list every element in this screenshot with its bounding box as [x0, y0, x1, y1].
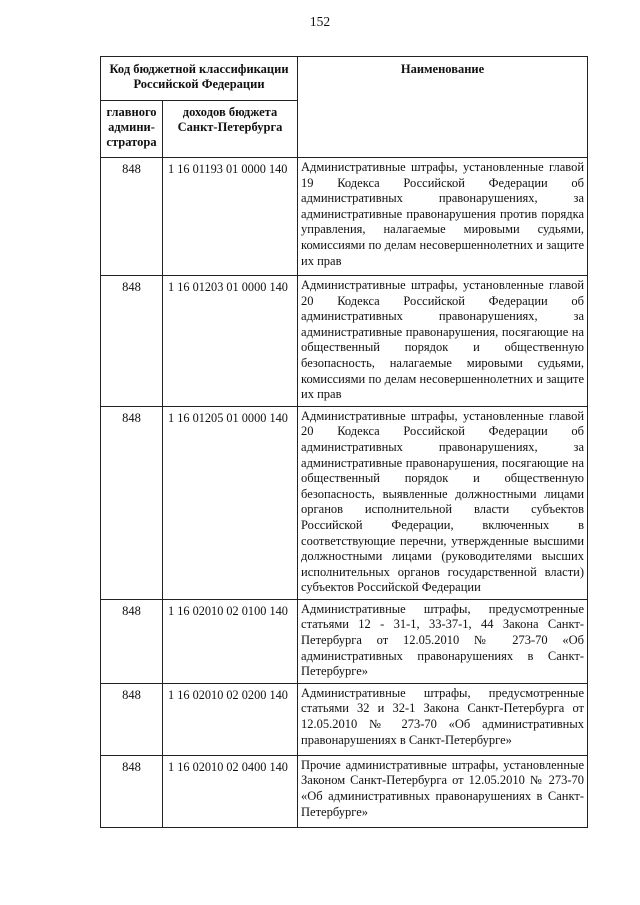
table-row	[101, 683, 588, 755]
row-name: Административные штрафы, установленные главой 20 Кодекса Российской Федерации об административных правонарушениях, за административные правонарушения, посягающие на общественный порядок и общественную безопасность, выявленные должностными лицами органов исполнительной власти субъектов Российской Федерации, включенных в соответствующие перечни, утвержденные высшими должностными лицами (руководителями высших исполнительных органов государственной власти) субъектов Российской Федерации	[298, 406, 588, 599]
row-income-code: 1 16 01203 01 0000 140	[163, 276, 298, 407]
row-name: Прочие административные штрафы, установленные Законом Санкт-Петербурга от 12.05.2010 № 273-70 «Об административных правонарушениях в Санкт-Петербурге»	[298, 755, 588, 827]
budget-classification-table	[100, 56, 588, 828]
row-admin-code: 848	[101, 406, 163, 599]
row-admin-code: 848	[101, 683, 163, 755]
table-row	[101, 406, 588, 599]
table-row	[101, 755, 588, 827]
header-admin: главного админи-стратора	[101, 101, 163, 158]
header-name: Наименование	[298, 57, 588, 158]
row-admin-code: 848	[101, 276, 163, 407]
row-income-code: 1 16 02010 02 0400 140	[163, 755, 298, 827]
row-name: Административные штрафы, установленные главой 19 Кодекса Российской Федерации об административных правонарушениях, за административные правонарушения против порядка управления, налагаемые мировыми судьями, комиссиями по делам несовершеннолетних и защите их прав	[298, 158, 588, 276]
row-admin-code: 848	[101, 599, 163, 683]
page-number: 152	[309, 14, 331, 29]
table-row	[101, 599, 588, 683]
row-income-code: 1 16 02010 02 0100 140	[163, 599, 298, 683]
header-kbk: Код бюджетной классификации Российской Федерации	[101, 57, 298, 101]
row-name: Административные штрафы, установленные главой 20 Кодекса Российской Федерации об административных правонарушениях, за административные правонарушения, посягающие на общественный порядок и общественную безопасность, налагаемые мировыми судьями, комиссиями по делам несовершеннолетних и защите их прав	[298, 276, 588, 407]
table-row	[101, 276, 588, 407]
row-income-code: 1 16 02010 02 0200 140	[163, 683, 298, 755]
row-name: Административные штрафы, предусмотренные статьями 32 и 32-1 Закона Санкт-Петербурга от 12.05.2010 № 273-70 «Об административных правонарушениях в Санкт-Петербурге»	[298, 683, 588, 755]
table-row	[101, 158, 588, 276]
row-income-code: 1 16 01193 01 0000 140	[163, 158, 298, 276]
row-name: Административные штрафы, предусмотренные статьями 12 - 31-1, 33-37-1, 44 Закона Санкт-Петербурга от 12.05.2010 № 273-70 «Об административных правонарушениях в Санкт-Петербурге»	[298, 599, 588, 683]
header-income: доходов бюджета Санкт-Петербурга	[163, 101, 298, 158]
row-admin-code: 848	[101, 755, 163, 827]
table-header-row	[101, 57, 588, 101]
row-income-code: 1 16 01205 01 0000 140	[163, 406, 298, 599]
row-admin-code: 848	[101, 158, 163, 276]
